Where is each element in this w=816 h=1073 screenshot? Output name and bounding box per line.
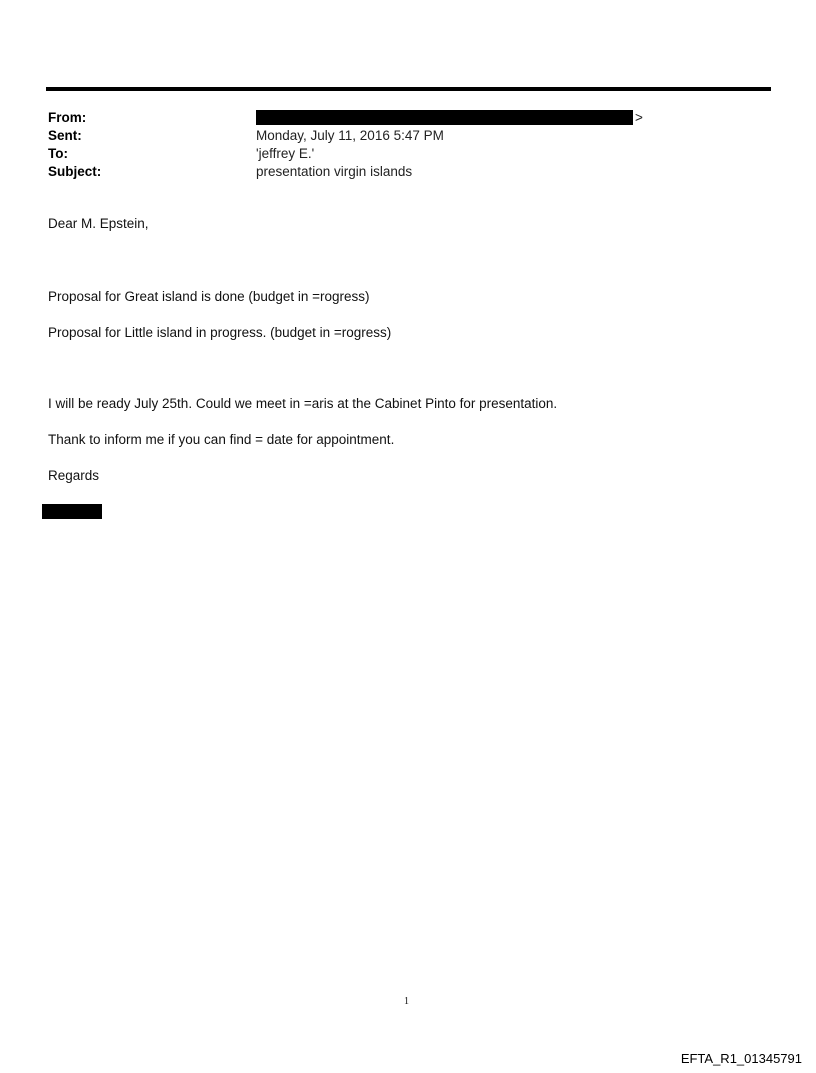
- from-row: [48, 108, 768, 126]
- body-line-meeting: I will be ready July 25th. Could we meet in =aris at the Cabinet Pinto for presentation.: [48, 396, 558, 411]
- subject-row: [48, 162, 768, 180]
- from-value: [256, 109, 768, 125]
- sent-row: [48, 126, 768, 144]
- subject-value: presentation virgin islands: [256, 163, 413, 179]
- to-label: To:: [48, 145, 68, 161]
- to-value: 'jeffrey E.': [256, 145, 315, 161]
- to-row: [48, 144, 768, 162]
- sent-label: Sent:: [48, 127, 82, 143]
- email-header: [48, 108, 768, 180]
- from-suffix: >: [635, 109, 643, 125]
- subject-label: Subject:: [48, 163, 102, 179]
- body-line-little-island: Proposal for Little island in progress. (budget in =rogress): [48, 325, 392, 340]
- sent-value: Monday, July 11, 2016 5:47 PM: [256, 127, 444, 143]
- header-divider-rule: [46, 87, 771, 91]
- greeting-line: Dear M. Epstein,: [48, 216, 149, 231]
- from-label: From:: [48, 109, 87, 125]
- body-line-appointment: Thank to inform me if you can find = date for appointment.: [48, 432, 395, 447]
- body-line-great-island: Proposal for Great island is done (budget in =rogress): [48, 289, 370, 304]
- closing-line: Regards: [48, 468, 100, 483]
- document-id: EFTA_R1_01345791: [680, 1051, 802, 1066]
- redaction-box-signature: [42, 504, 102, 519]
- page-number: 1: [404, 996, 409, 1007]
- redaction-box-sender: [256, 110, 633, 125]
